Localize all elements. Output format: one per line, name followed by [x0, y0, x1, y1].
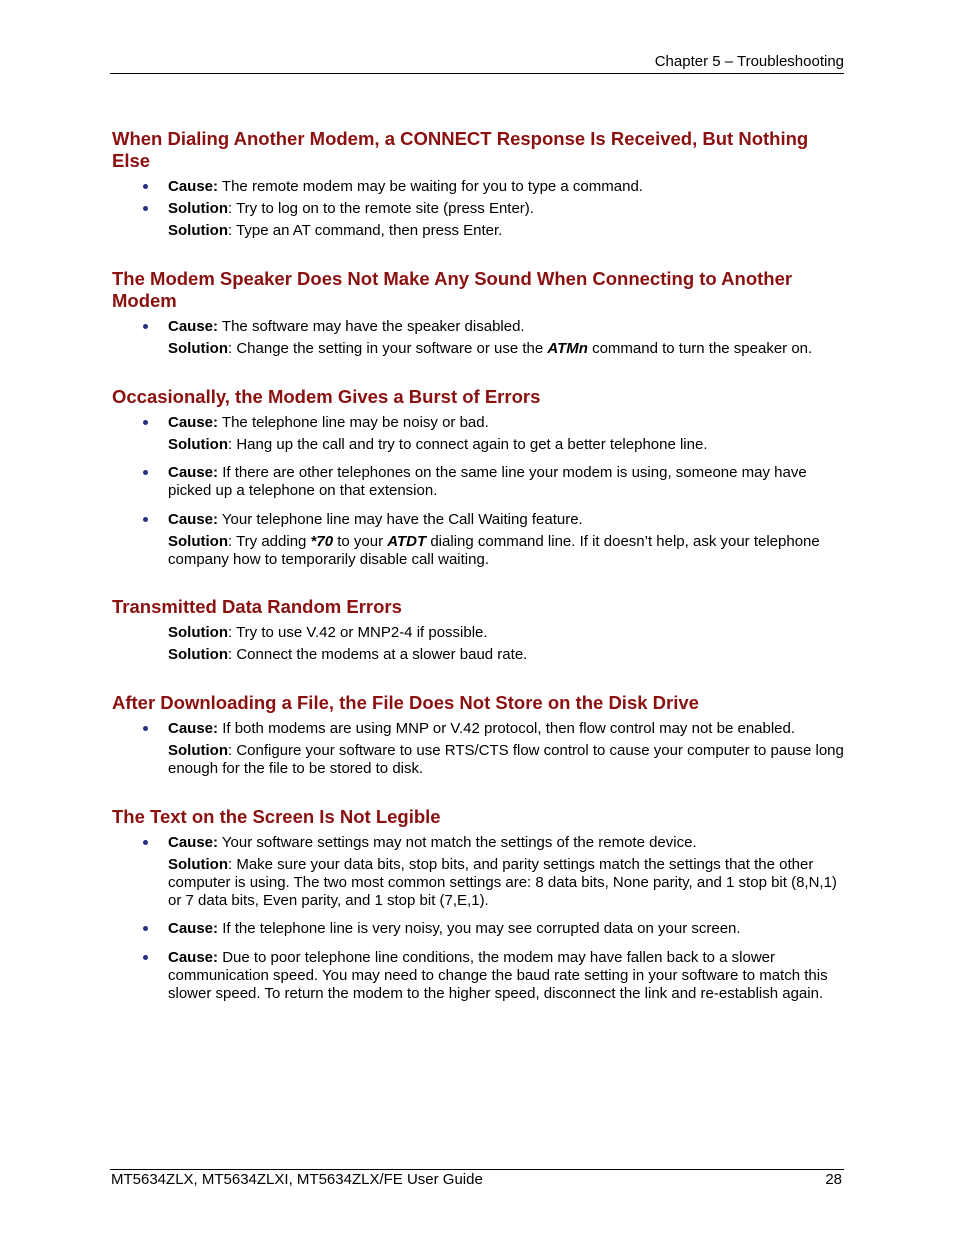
- cause-label: Cause:: [168, 834, 219, 851]
- solution-label: Solution: [168, 856, 228, 873]
- list-item: [168, 222, 844, 240]
- solution-label: Solution: [168, 624, 228, 641]
- cause-text: Your software settings may not match the settings of the remote device.: [218, 834, 697, 851]
- solution-text: : Connect the modems at a slower baud rate.: [228, 646, 528, 663]
- solution-label: Solution: [168, 222, 228, 239]
- section-heading: When Dialing Another Modem, a CONNECT Response Is Received, But Nothing Else: [112, 128, 809, 171]
- solution-label: Solution: [168, 340, 228, 357]
- bullet-icon: [143, 511, 151, 519]
- solution-text: : Try to log on to the remote site (press Enter).: [228, 200, 534, 217]
- list-item: [168, 720, 844, 738]
- section-heading: The Modem Speaker Does Not Make Any Sound When Connecting to Another Modem: [112, 268, 793, 311]
- cause-text: Your telephone line may have the Call Waiting feature.: [218, 511, 583, 528]
- cause-text: The telephone line may be noisy or bad.: [218, 414, 489, 431]
- cause-text: Due to poor telephone line conditions, the modem may have fallen back to a slower communication speed. You may need to change the baud rate setting in your software to match this slower speed. To return the modem to the higher speed, disconnect the link and re-establish again.: [168, 949, 828, 1002]
- list-item: [168, 949, 844, 1003]
- section-heading: The Text on the Screen Is Not Legible: [112, 806, 441, 827]
- cause-label: Cause:: [168, 720, 219, 737]
- cause-label: Cause:: [168, 464, 219, 481]
- cause-text: If both modems are using MNP or V.42 protocol, then flow control may not be enabled.: [218, 720, 796, 737]
- bullet-icon: [143, 414, 151, 422]
- solution-label: Solution: [168, 533, 228, 550]
- bullet-icon: [143, 464, 151, 472]
- cause-label: Cause:: [168, 511, 219, 528]
- list-item: [168, 511, 844, 529]
- cause-text: If the telephone line is very noisy, you may see corrupted data on your screen.: [218, 920, 741, 937]
- solution-text: command to turn the speaker on.: [587, 340, 813, 357]
- bullet-icon: [143, 920, 151, 928]
- solution-text: : Make sure your data bits, stop bits, and parity settings match the settings that the other computer is using. The two most common settings are: 8 data bits, None parity, and 1 stop bit (8,N,1) or 7 data bits, Even parity, and 1 stop bit (7,E,1).: [168, 856, 837, 909]
- cause-label: Cause:: [168, 178, 219, 195]
- list-item: [168, 414, 844, 432]
- list-item: [168, 178, 844, 196]
- page-header: [110, 53, 844, 74]
- solution-text: : Type an AT command, then press Enter.: [228, 222, 503, 239]
- list-item: [168, 624, 844, 642]
- footer-divider: [110, 1169, 844, 1170]
- list-item: [168, 533, 844, 569]
- solution-label: Solution: [168, 200, 228, 217]
- cause-text: The remote modem may be waiting for you to type a command.: [218, 178, 643, 195]
- command-text: *70: [310, 533, 334, 550]
- bullet-icon: [143, 834, 151, 842]
- list-item: [168, 856, 844, 910]
- list-item: [168, 646, 844, 664]
- cause-label: Cause:: [168, 949, 219, 966]
- command-text: ATMn: [547, 340, 588, 357]
- solution-label: Solution: [168, 436, 228, 453]
- solution-text: : Configure your software to use RTS/CTS flow control to cause your computer to pause long enough for the file to be stored to disk.: [168, 742, 844, 777]
- command-text: ATDT: [387, 533, 427, 550]
- list-item: [168, 200, 844, 218]
- bullet-icon: [143, 178, 151, 186]
- list-item: [168, 834, 844, 852]
- section-heading: Occasionally, the Modem Gives a Burst of Errors: [112, 386, 541, 407]
- section-heading: After Downloading a File, the File Does Not Store on the Disk Drive: [112, 692, 699, 713]
- list-item: [168, 436, 844, 454]
- list-item: [168, 742, 844, 778]
- list-item: [168, 318, 844, 336]
- solution-text: : Change the setting in your software or use the: [228, 340, 548, 357]
- solution-text: dialing command line. If it doesn’t help, ask your telephone company how to temporarily disable call waiting.: [168, 533, 820, 568]
- bullet-icon: [143, 200, 151, 208]
- cause-text: If there are other telephones on the same line your modem is using, someone may have picked up a telephone on that extension.: [168, 464, 807, 499]
- section-heading: Transmitted Data Random Errors: [112, 596, 402, 617]
- cause-label: Cause:: [168, 318, 219, 335]
- list-item: [168, 340, 844, 358]
- solution-label: Solution: [168, 742, 228, 759]
- list-item: [168, 920, 844, 938]
- cause-label: Cause:: [168, 920, 219, 937]
- solution-text: : Try to use V.42 or MNP2-4 if possible.: [228, 624, 488, 641]
- cause-label: Cause:: [168, 414, 219, 431]
- footer-title: MT5634ZLX, MT5634ZLXI, MT5634ZLX/FE User Guide: [111, 1171, 483, 1188]
- bullet-icon: [143, 318, 151, 326]
- bullet-icon: [143, 949, 151, 957]
- solution-text: to your: [333, 533, 388, 550]
- cause-text: The software may have the speaker disabled.: [218, 318, 525, 335]
- bullet-icon: [143, 720, 151, 728]
- solution-text: : Hang up the call and try to connect again to get a better telephone line.: [228, 436, 708, 453]
- list-item: [168, 464, 844, 500]
- page-number: 28: [825, 1171, 842, 1188]
- solution-text: : Try adding: [228, 533, 311, 550]
- chapter-title: Chapter 5 – Troubleshooting: [654, 53, 844, 70]
- solution-label: Solution: [168, 646, 228, 663]
